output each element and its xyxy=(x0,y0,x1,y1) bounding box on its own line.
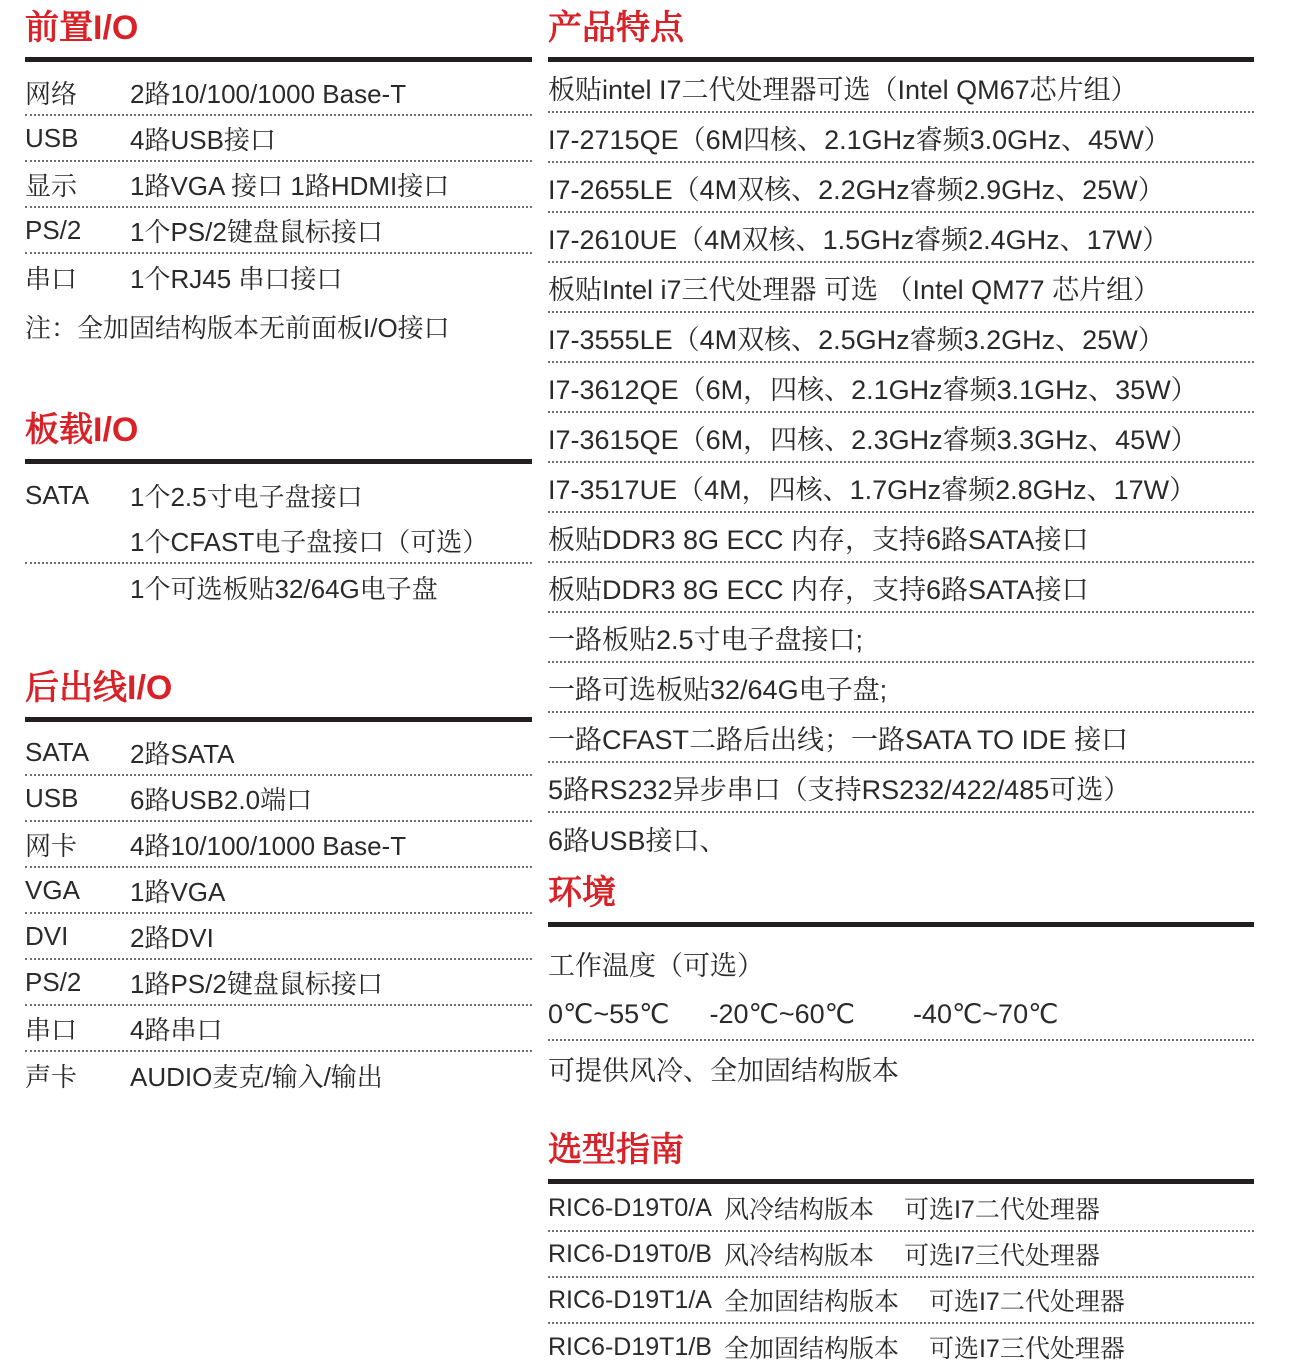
feature-row: I7-3517UE（4M，四核、1.7GHz睿频2.8GHz、17W） xyxy=(548,463,1254,513)
spec-value: 2路DVI xyxy=(130,922,214,953)
model-cpu-option: 可选I7二代处理器 xyxy=(903,1196,1100,1224)
spec-value: 1个可选板贴32/64G电子盘 xyxy=(130,573,438,604)
section-rule xyxy=(548,57,1254,62)
feature-row: 一路可选板贴32/64G电子盘; xyxy=(548,663,1254,713)
temp-range: -20℃~60℃ xyxy=(709,998,855,1029)
model-cpu-option: 可选I7三代处理器 xyxy=(903,1242,1100,1270)
table-row xyxy=(25,564,532,610)
table-row xyxy=(25,70,532,116)
work-temp-label: 工作温度（可选） xyxy=(548,950,764,981)
spec-value: 1路VGA 接口 1路HDMI接口 xyxy=(130,170,450,201)
spec-value: 4路USB接口 xyxy=(130,124,276,155)
spec-value: 1个CFAST电子盘接口（可选） xyxy=(130,526,489,557)
spec-label: 网卡 xyxy=(25,830,78,861)
rear-io-table xyxy=(25,730,532,1098)
section-title-selection-guide: 选型指南 xyxy=(548,1131,684,1169)
table-row xyxy=(25,1052,532,1098)
spec-label: 声卡 xyxy=(25,1061,78,1092)
spec-value: AUDIO麦克/输入/输出 xyxy=(130,1061,383,1092)
spec-label: 串口 xyxy=(25,263,78,294)
spec-value: 2路SATA xyxy=(130,738,235,769)
section-onboard-io xyxy=(25,408,532,610)
spec-label: 显示 xyxy=(25,170,78,201)
spec-value: 2路10/100/1000 Base-T xyxy=(130,78,407,109)
table-row xyxy=(25,518,532,564)
feature-row: 板贴DDR3 8G ECC 内存，支持6路SATA接口 xyxy=(548,513,1254,563)
spec-label: PS/2 xyxy=(25,966,82,997)
section-rule xyxy=(25,57,532,62)
section-environment xyxy=(548,871,1254,1096)
model-structure: 全加固结构版本 xyxy=(723,1335,899,1363)
table-row xyxy=(25,730,532,776)
section-title-features: 产品特点 xyxy=(548,9,684,47)
right-column xyxy=(548,0,1254,1370)
spec-label: SATA xyxy=(25,736,90,767)
front-io-table xyxy=(25,70,532,352)
features-list xyxy=(548,63,1254,863)
left-column xyxy=(25,0,532,1098)
spec-value: 4路10/100/1000 Base-T xyxy=(130,830,407,861)
model-row xyxy=(548,1232,1254,1278)
model-number: RIC6-D19T0/B xyxy=(548,1239,712,1268)
spec-label: DVI xyxy=(25,920,69,951)
cooling-row: 可提供风冷、全加固结构版本 xyxy=(548,1056,899,1086)
model-number: RIC6-D19T1/A xyxy=(548,1285,712,1314)
feature-row: 一路CFAST二路后出线；一路SATA TO IDE 接口 xyxy=(548,713,1254,763)
feature-row: 一路板贴2.5寸电子盘接口; xyxy=(548,613,1254,663)
front-io-note: 注：全加固结构版本无前面板I/O接口 xyxy=(25,312,450,343)
model-structure: 风冷结构版本 xyxy=(723,1242,874,1270)
temp-range-row xyxy=(548,989,1254,1041)
table-row xyxy=(25,162,532,208)
spec-value: 1个RJ45 串口接口 xyxy=(130,263,343,294)
table-row xyxy=(25,776,532,822)
spec-label: 串口 xyxy=(25,1014,78,1045)
section-rule xyxy=(548,922,1254,927)
spec-label: SATA xyxy=(25,479,90,510)
model-row xyxy=(548,1186,1254,1232)
feature-row: I7-2715QE（6M四核、2.1GHz睿频3.0GHz、45W） xyxy=(548,113,1254,163)
section-rule xyxy=(548,1179,1254,1184)
spec-value: 6路USB2.0端口 xyxy=(130,784,313,815)
model-number: RIC6-D19T1/B xyxy=(548,1332,712,1361)
feature-row: I7-2655LE（4M双核、2.2GHz睿频2.9GHz、25W） xyxy=(548,163,1254,213)
feature-row: 板贴Intel i7三代处理器 可选 （Intel QM77 芯片组） xyxy=(548,263,1254,313)
section-title-environment: 环境 xyxy=(548,874,616,912)
selection-list xyxy=(548,1186,1254,1370)
model-structure: 风冷结构版本 xyxy=(723,1196,874,1224)
model-structure: 全加固结构版本 xyxy=(723,1288,899,1316)
feature-row: I7-3615QE（6M，四核、2.3GHz睿频3.3GHz、45W） xyxy=(548,413,1254,463)
section-features xyxy=(548,6,1254,863)
spec-value: 1路VGA xyxy=(130,876,226,907)
spec-value: 1个PS/2键盘鼠标接口 xyxy=(130,216,383,247)
table-row xyxy=(25,208,532,254)
feature-row: I7-3555LE（4M双核、2.5GHz睿频3.2GHz、25W） xyxy=(548,313,1254,363)
table-row xyxy=(25,116,532,162)
model-row xyxy=(548,1278,1254,1324)
section-rule xyxy=(25,717,532,722)
spec-label: USB xyxy=(25,122,79,153)
table-row xyxy=(25,868,532,914)
model-row xyxy=(548,1324,1254,1370)
section-front-io xyxy=(25,6,532,352)
temp-range: 0℃~55℃ xyxy=(548,998,670,1029)
temp-range: -40℃~70℃ xyxy=(912,998,1059,1029)
table-row xyxy=(25,914,532,960)
spec-label: 网络 xyxy=(25,78,78,109)
section-title-rear-io: 后出线I/O xyxy=(25,669,173,707)
model-number: RIC6-D19T0/A xyxy=(548,1193,712,1222)
section-rule xyxy=(25,459,532,464)
spec-value: 1路PS/2键盘鼠标接口 xyxy=(130,968,383,999)
spec-label: USB xyxy=(25,782,79,813)
feature-row: 6路USB接口、 xyxy=(548,825,727,856)
section-title-onboard-io: 板载I/O xyxy=(25,411,139,449)
spec-value: 1个2.5寸电子盘接口 xyxy=(130,481,363,512)
section-selection-guide xyxy=(548,1128,1254,1370)
table-row xyxy=(25,254,532,300)
model-cpu-option: 可选I7三代处理器 xyxy=(928,1335,1125,1363)
feature-row: 板贴DDR3 8G ECC 内存，支持6路SATA接口 xyxy=(548,563,1254,613)
section-rear-io xyxy=(25,666,532,1098)
feature-row: 5路RS232异步串口（支持RS232/422/485可选） xyxy=(548,763,1254,813)
onboard-io-table xyxy=(25,472,532,610)
spec-value: 4路串口 xyxy=(130,1014,223,1045)
section-title-front-io: 前置I/O xyxy=(25,9,139,47)
environment-list xyxy=(548,937,1254,1096)
spec-label: VGA xyxy=(25,874,80,905)
table-row xyxy=(25,822,532,868)
feature-row: I7-3612QE（6M，四核、2.1GHz睿频3.1GHz、35W） xyxy=(548,363,1254,413)
feature-row: 板贴intel I7二代处理器可选（Intel QM67芯片组） xyxy=(548,63,1254,113)
table-row xyxy=(25,1006,532,1052)
feature-row: I7-2610UE（4M双核、1.5GHz睿频2.4GHz、17W） xyxy=(548,213,1254,263)
model-cpu-option: 可选I7二代处理器 xyxy=(928,1288,1125,1316)
table-row xyxy=(25,472,532,518)
table-row xyxy=(25,960,532,1006)
spec-label: PS/2 xyxy=(25,214,82,245)
